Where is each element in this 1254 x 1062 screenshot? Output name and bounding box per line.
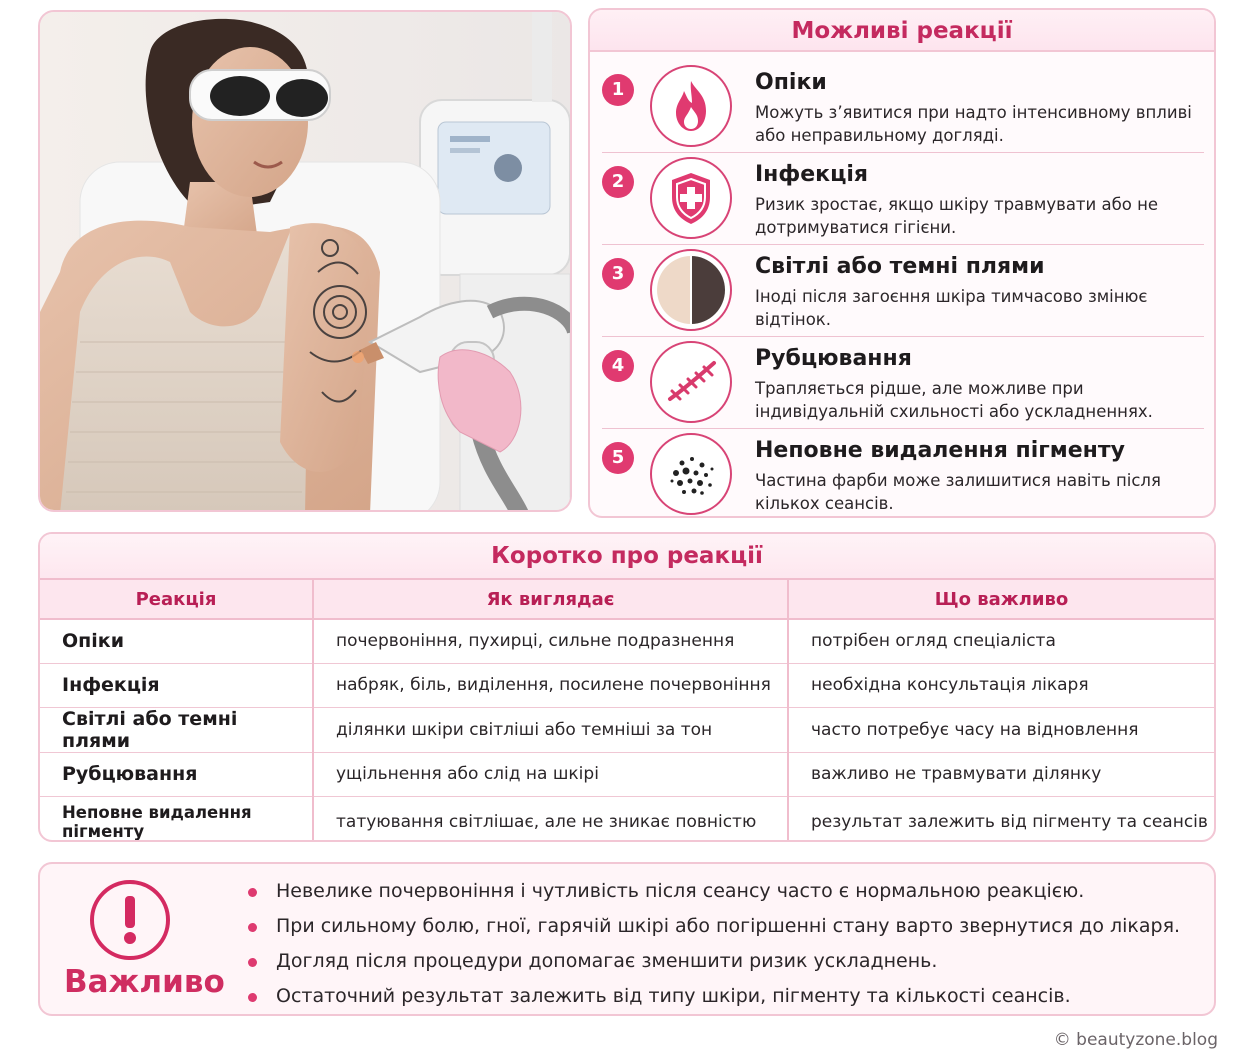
list-item: Догляд після процедури допомагає зменшити ризик ускладнень. (248, 944, 1180, 979)
cell-appearance: ділянки шкіри світліші або темніші за тон (313, 707, 788, 752)
cell-appearance: почервоніння, пухирці, сильне подразнення (313, 619, 788, 663)
pigment-dots-icon (650, 433, 732, 515)
reaction-item-scarring (602, 338, 1204, 426)
skin-tone-icon (650, 249, 732, 331)
reaction-description: Іноді після загоєння шкіра тимчасово змінює відтінок. (755, 287, 1148, 329)
cell-reaction: Світлі або темні плями (40, 707, 313, 752)
cell-appearance: набряк, біль, виділення, посилене почервоніння (313, 663, 788, 707)
table-row (40, 796, 1214, 842)
cell-important: результат залежить від пігменту та сеансів (788, 796, 1214, 842)
table-header-row (40, 579, 1214, 619)
column-header-appearance: Як виглядає (313, 579, 788, 619)
reaction-title: Інфекція (755, 162, 869, 187)
list-item: Невелике почервоніння і чутливість після сеансу часто є нормальною реакцією. (248, 874, 1180, 909)
reaction-number: 5 (602, 442, 634, 474)
flame-icon (650, 65, 732, 147)
reaction-item-incomplete-removal (602, 430, 1204, 518)
reaction-title: Рубцювання (755, 346, 912, 371)
possible-reactions-panel (588, 8, 1216, 518)
reaction-number: 2 (602, 166, 634, 198)
important-notes-panel (38, 862, 1216, 1016)
summary-title: Коротко про реакції (40, 534, 1214, 578)
cell-reaction: Неповне видалення пігменту (62, 803, 252, 842)
cell-reaction: Рубцювання (40, 752, 313, 796)
important-list (248, 874, 1180, 1014)
site-credit: © beautyzone.blog (1053, 1030, 1218, 1050)
cell-appearance: татуювання світлішає, але не зникає повністю (313, 796, 788, 842)
cell-important: потрібен огляд спеціаліста (788, 619, 1214, 663)
summary-table (40, 578, 1214, 842)
reaction-title: Світлі або темні плями (755, 254, 1045, 279)
reaction-description: Трапляється рідше, але можливе при індивідуальній схильності або ускладненнях. (755, 379, 1153, 421)
table-row (40, 752, 1214, 796)
cell-appearance: ущільнення або слід на шкірі (313, 752, 788, 796)
reaction-description: Ризик зростає, якщо шкіру травмувати або не дотримуватися гігієни. (755, 195, 1159, 237)
cell-important: необхідна консультація лікаря (788, 663, 1214, 707)
table-row (40, 663, 1214, 707)
list-item: Остаточний результат залежить від типу шкіри, пігменту та кількості сеансів. (248, 979, 1180, 1014)
procedure-photo (38, 10, 572, 512)
reaction-item-burns (602, 62, 1204, 150)
cell-reaction: Інфекція (40, 663, 313, 707)
cell-important: важливо не травмувати ділянку (788, 752, 1214, 796)
cell-reaction: Опіки (40, 619, 313, 663)
table-row (40, 619, 1214, 663)
reaction-number: 1 (602, 74, 634, 106)
reaction-number: 3 (602, 258, 634, 290)
important-label: Важливо (64, 964, 225, 1000)
laser-procedure-illustration (40, 12, 572, 512)
list-item: При сильному болю, гної, гарячій шкірі або погіршенні стану варто звернутися до лікаря. (248, 909, 1180, 944)
table-row (40, 707, 1214, 752)
column-header-important: Що важливо (788, 579, 1214, 619)
reaction-description: Частина фарби може залишитися навіть після кількох сеансів. (755, 471, 1161, 513)
reactions-summary-table (38, 532, 1216, 842)
reaction-item-spots (602, 246, 1204, 334)
scar-icon (650, 341, 732, 423)
shield-cross-icon (650, 157, 732, 239)
reaction-item-infection (602, 154, 1204, 242)
cell-important: часто потребує часу на відновлення (788, 707, 1214, 752)
reaction-number: 4 (602, 350, 634, 382)
reactions-title: Можливі реакції (590, 10, 1214, 52)
column-header-reaction: Реакція (40, 579, 313, 619)
reaction-title: Неповне видалення пігменту (755, 438, 1125, 463)
exclamation-icon (90, 880, 170, 960)
reaction-description: Можуть з’явитися при надто інтенсивному впливі або неправильному догляді. (755, 103, 1192, 145)
reaction-title: Опіки (755, 70, 827, 95)
